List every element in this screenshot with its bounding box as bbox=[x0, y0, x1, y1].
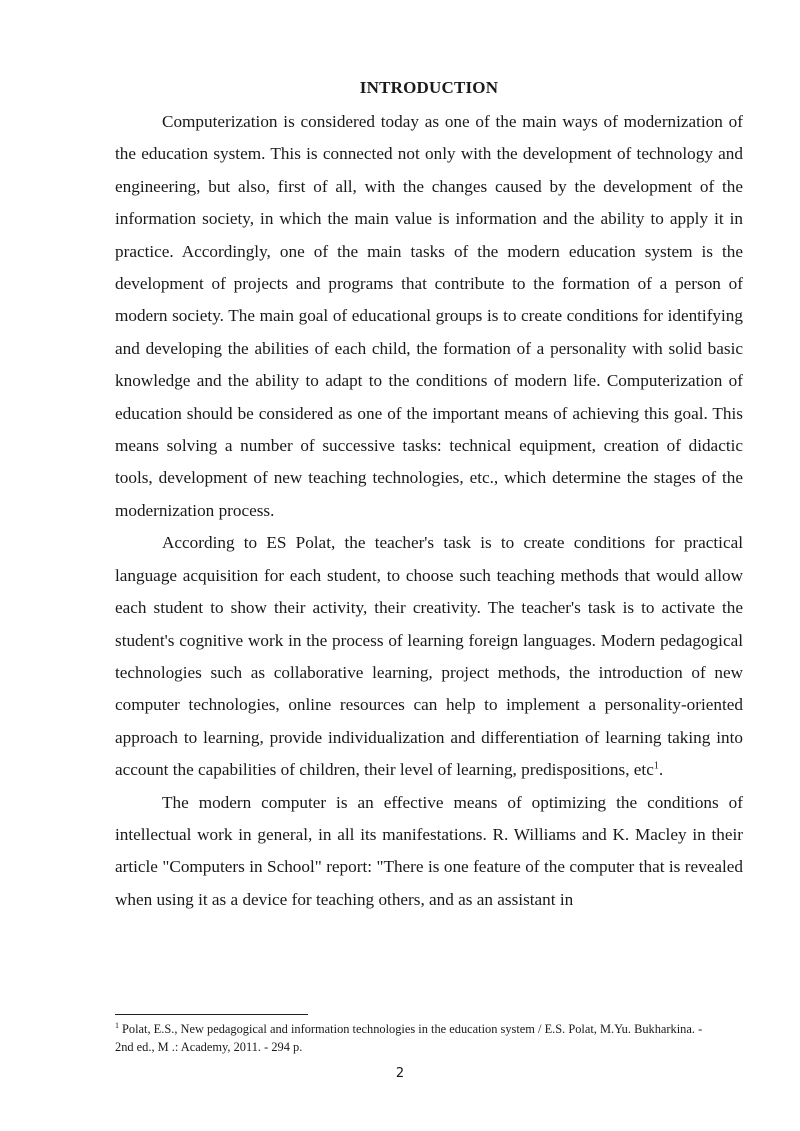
paragraph-3-text: The modern computer is an effective means of optimizing the conditions of intellectual work in general, in all its manifestations. R. Williams and K. Macley in their article "Computers in School" report: "There is one feature of the computer that is revealed when using it as a device for teaching others, and as an assistant in bbox=[115, 792, 743, 909]
footnote-text: Polat, E.S., New pedagogical and information technologies in the education system / E.S. Polat, M.Yu. Bukharkina. - 2nd ed., M .: Academy, 2011. - 294 p. bbox=[115, 1022, 703, 1054]
page-title: INTRODUCTION bbox=[359, 78, 499, 97]
footnote-reference[interactable]: 1 bbox=[653, 760, 659, 772]
footnote-divider bbox=[115, 1014, 308, 1015]
footnote bbox=[115, 1020, 715, 1056]
paragraph-3 bbox=[115, 787, 743, 917]
paragraph-1 bbox=[115, 106, 743, 527]
footnote-marker: 1 bbox=[115, 1020, 119, 1030]
paragraph-2-tail: . bbox=[658, 760, 664, 780]
paragraph-2-text: According to ES Polat, the teacher's task is to create conditions for practical language acquisition for each student, to choose such teaching methods that would allow each student to show their activity, their creativity. The teacher's task is to activate the student's cognitive work in the process of learning foreign languages. Modern pedagogical technologies such as collaborative learning, project methods, the introduction of new computer technologies, online resources can help to implement a personality-oriented approach to learning, provide individualization and differentiation of learning taking into account the capabilities of children, their level of learning, predispositions, etc bbox=[115, 533, 743, 780]
paragraph-2 bbox=[115, 527, 743, 786]
page-number: 2 bbox=[395, 1066, 405, 1081]
paragraph-1-text: Computerization is considered today as one of the main ways of modernization of the education system. This is connected not only with the development of technology and engineering, but also, first of all, with the changes caused by the development of the information society, in which the main value is information and the ability to apply it in practice. Accordingly, one of the main tasks of the modern education system is the development of projects and programs that contribute to the formation of a person of modern society. The main goal of educational groups is to create conditions for identifying and developing the abilities of each child, the formation of a personality with solid basic knowledge and the ability to adapt to the conditions of modern life. Computerization of education should be considered as one of the important means of achieving this goal. This means solving a number of successive tasks: technical equipment, creation of didactic tools, development of new teaching technologies, etc., which determine the stages of the modernization process. bbox=[115, 112, 743, 520]
document-body bbox=[115, 74, 743, 916]
